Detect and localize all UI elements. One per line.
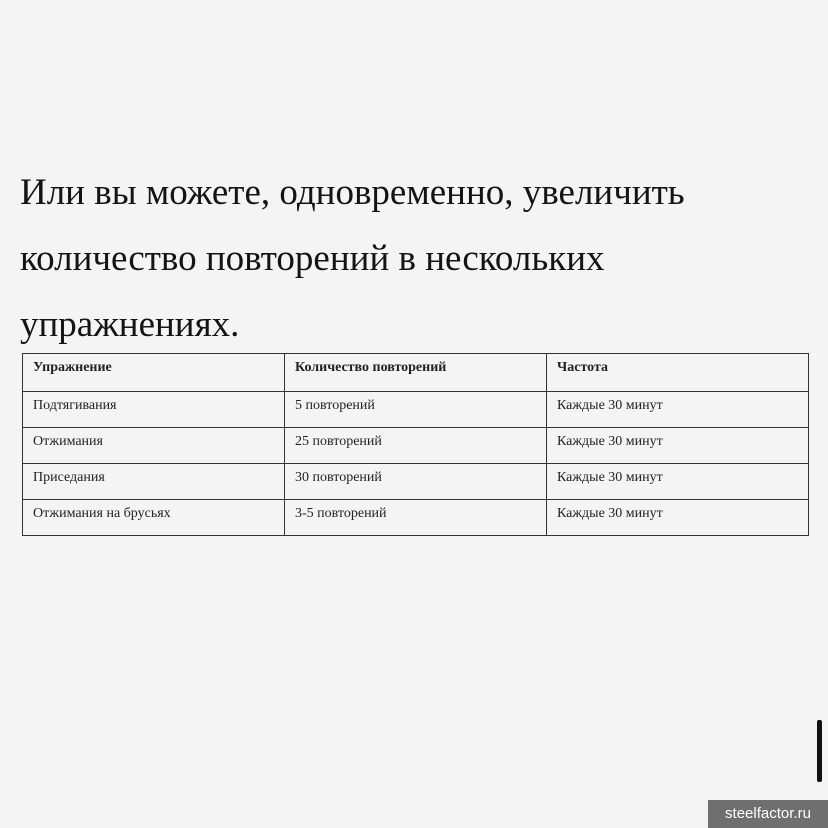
exercise-table-container bbox=[22, 353, 808, 536]
exercise-table bbox=[22, 353, 809, 536]
header-frequency: Частота bbox=[547, 354, 809, 392]
cell-exercise: Отжимания bbox=[23, 428, 285, 464]
intro-paragraph: Или вы можете, одновременно, увеличить количество повторений в нескольких упражнениях. bbox=[20, 172, 685, 345]
cell-frequency: Каждые 30 минут bbox=[547, 428, 809, 464]
cell-repetitions: 25 повторений bbox=[285, 428, 547, 464]
header-repetitions: Количество повторений bbox=[285, 354, 547, 392]
scrollbar[interactable] bbox=[817, 720, 822, 782]
table-row bbox=[23, 500, 809, 536]
cell-exercise: Отжимания на брусьях bbox=[23, 500, 285, 536]
table-row bbox=[23, 464, 809, 500]
table-row bbox=[23, 428, 809, 464]
watermark: steelfactor.ru bbox=[708, 800, 828, 828]
cell-repetitions: 30 повторений bbox=[285, 464, 547, 500]
table-header-row bbox=[23, 354, 809, 392]
header-exercise: Упражнение bbox=[23, 354, 285, 392]
cell-exercise: Подтягивания bbox=[23, 392, 285, 428]
cell-frequency: Каждые 30 минут bbox=[547, 392, 809, 428]
cell-repetitions: 5 повторений bbox=[285, 392, 547, 428]
cell-frequency: Каждые 30 минут bbox=[547, 500, 809, 536]
cell-frequency: Каждые 30 минут bbox=[547, 464, 809, 500]
cell-repetitions: 3-5 повторений bbox=[285, 500, 547, 536]
table-row bbox=[23, 392, 809, 428]
cell-exercise: Приседания bbox=[23, 464, 285, 500]
